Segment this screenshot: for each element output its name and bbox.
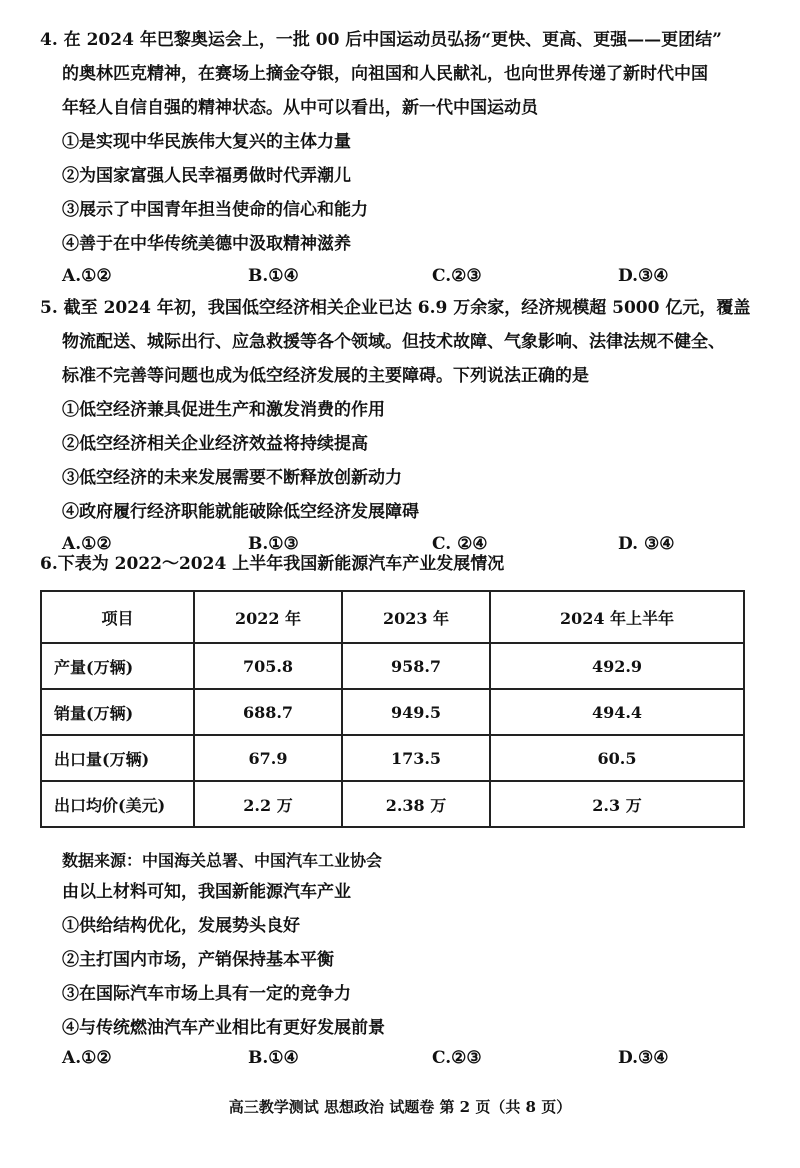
q5-option-a: A.①② (62, 534, 112, 554)
q6-lead: 由以上材料可知，我国新能源汽车产业 (62, 882, 351, 902)
table-cell: 949.5 (342, 689, 490, 735)
q6-option-a: A.①② (62, 1048, 112, 1068)
q4-option-b: B.①④ (248, 266, 299, 286)
table-row (41, 735, 744, 781)
table-cell: 60.5 (490, 735, 744, 781)
table-header-row (41, 591, 744, 643)
table-cell: 67.9 (194, 735, 342, 781)
table-cell: 2.3 万 (490, 781, 744, 827)
q6-item-1: ①供给结构优化，发展势头良好 (62, 916, 300, 936)
q4-stem-line-3: 年轻人自信自强的精神状态。从中可以看出，新一代中国运动员 (62, 98, 538, 118)
table-row (41, 781, 744, 827)
table-cell: 688.7 (194, 689, 342, 735)
q5-stem-line-2: 物流配送、城际出行、应急救援等各个领域。但技术故障、气象影响、法律法规不健全、 (62, 332, 725, 352)
table-cell: 492.9 (490, 643, 744, 689)
q5-item-2: ②低空经济相关企业经济效益将持续提高 (62, 434, 368, 454)
table-cell: 958.7 (342, 643, 490, 689)
table-cell: 2.38 万 (342, 781, 490, 827)
table-cell: 出口量(万辆) (41, 735, 194, 781)
table-cell: 173.5 (342, 735, 490, 781)
q5-item-1: ①低空经济兼具促进生产和激发消费的作用 (62, 400, 385, 420)
table-row (41, 643, 744, 689)
page-footer: 高三教学测试 思想政治 试题卷 第 2 页（共 8 页） (228, 1098, 572, 1116)
table-cell: 705.8 (194, 643, 342, 689)
q6-option-b: B.①④ (248, 1048, 299, 1068)
q4-stem-line-2: 的奥林匹克精神，在赛场上摘金夺银，向祖国和人民献礼，也向世界传递了新时代中国 (62, 64, 708, 84)
q6-option-d: D.③④ (618, 1048, 669, 1068)
table-header-cell: 2024 年上半年 (490, 591, 744, 643)
q5-stem-line-3: 标准不完善等问题也成为低空经济发展的主要障碍。下列说法正确的是 (62, 366, 589, 386)
q4-option-c: C.②③ (432, 266, 482, 286)
q4-item-4: ④善于在中华传统美德中汲取精神滋养 (62, 234, 351, 254)
q6-item-4: ④与传统燃油汽车产业相比有更好发展前景 (62, 1018, 385, 1038)
q6-option-c: C.②③ (432, 1048, 482, 1068)
table-cell: 494.4 (490, 689, 744, 735)
table-cell: 销量(万辆) (41, 689, 194, 735)
q6-data-table (40, 590, 745, 828)
table-row (41, 689, 744, 735)
q6-item-3: ③在国际汽车市场上具有一定的竞争力 (62, 984, 351, 1004)
table-cell: 出口均价(美元) (41, 781, 194, 827)
q4-option-d: D.③④ (618, 266, 669, 286)
q5-item-3: ③低空经济的未来发展需要不断释放创新动力 (62, 468, 402, 488)
table-header-cell: 2022 年 (194, 591, 342, 643)
q6-options (62, 1048, 762, 1072)
q4-item-1: ①是实现中华民族伟大复兴的主体力量 (62, 132, 351, 152)
q6-item-2: ②主打国内市场，产销保持基本平衡 (62, 950, 334, 970)
q5-option-c: C. ②④ (432, 534, 488, 554)
q5-option-b: B.①③ (248, 534, 299, 554)
table-header-cell: 2023 年 (342, 591, 490, 643)
q4-item-3: ③展示了中国青年担当使命的信心和能力 (62, 200, 368, 220)
q4-stem-line-1: 4. 在 2024 年巴黎奥运会上，一批 00 后中国运动员弘扬“更快、更高、更强——更团结” (40, 30, 722, 50)
q4-item-2: ②为国家富强人民幸福勇做时代弄潮儿 (62, 166, 351, 186)
q4-option-a: A.①② (62, 266, 112, 286)
q5-option-d: D. ③④ (618, 534, 675, 554)
table-cell: 产量(万辆) (41, 643, 194, 689)
q6-data-source: 数据来源：中国海关总署、中国汽车工业协会 (62, 851, 383, 870)
q6-stem: 6.下表为 2022～2024 上半年我国新能源汽车产业发展情况 (40, 554, 505, 574)
table-header-cell: 项目 (41, 591, 194, 643)
q5-item-4: ④政府履行经济职能就能破除低空经济发展障碍 (62, 502, 419, 522)
q5-stem-line-1: 5. 截至 2024 年初，我国低空经济相关企业已达 6.9 万余家，经济规模超 5000 亿元，覆盖 (40, 298, 751, 318)
q4-options (62, 266, 762, 290)
table-cell: 2.2 万 (194, 781, 342, 827)
